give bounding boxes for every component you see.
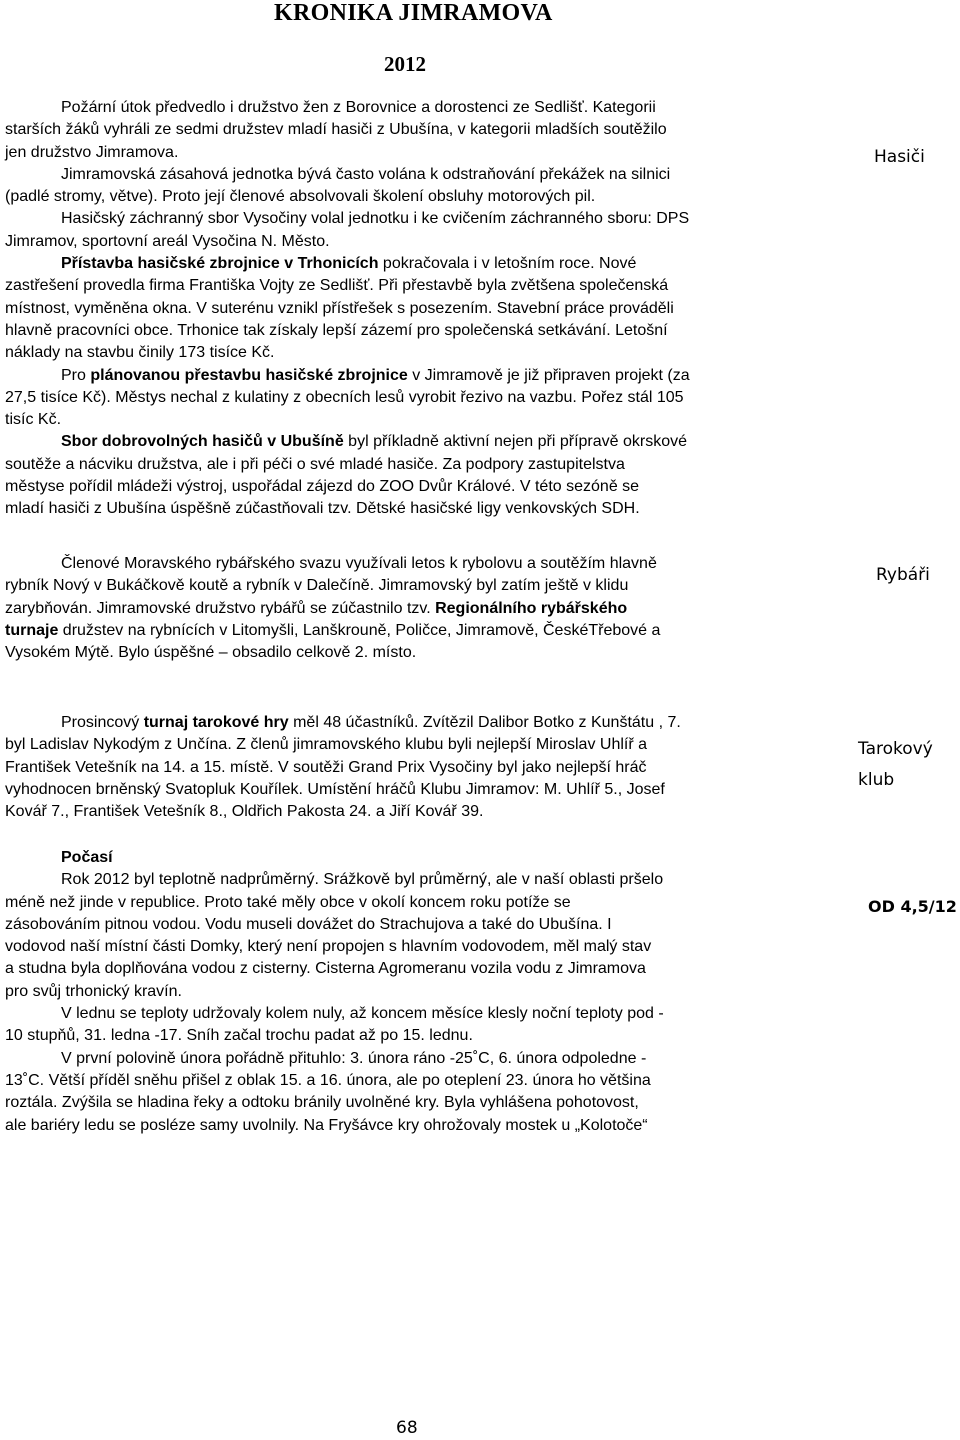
text-line: rybník Nový v Bukáčkově koutě a rybník v Dalečíně. Jimramovský byl zatím ještě v klidu bbox=[5, 577, 629, 595]
side-label-tarok bbox=[858, 734, 933, 796]
text-line: roztála. Zvýšila se hladina řeky a odtoku bránily uvolněné kry. Byla vyhlášena pohotovost, bbox=[5, 1094, 639, 1112]
year-heading: 2012 bbox=[384, 52, 426, 76]
text-line: ale bariéry ledu se posléze samy uvolnily. Na Fryšávce kry ohrožovaly mostek u „Kolotoče“ bbox=[5, 1116, 648, 1134]
text-fragment: měl 48 účastníků. Zvítězil Dalibor Botko z Kunštátu , 7. bbox=[288, 714, 681, 731]
text-fragment: pokračovala i v letošním roce. Nové bbox=[382, 255, 637, 273]
side-label-line: klub bbox=[858, 770, 895, 790]
text-line bbox=[5, 253, 845, 275]
text-fragment: družstev na rybnících v Litomyšli, Lanškrouně, Poličce, Jimramově, ČeskéTřebové a bbox=[62, 621, 661, 639]
text-line: František Vetešník na 14. a 15. místě. V soutěži Grand Prix Vysočiny byl jako nejlepší hráč bbox=[5, 758, 647, 776]
bold-phrase: Regionálního rybářského bbox=[435, 599, 628, 617]
text-line: vodovod naší místní části Domky, který není propojen s hlavním vodovodem, měl malý stav bbox=[5, 938, 652, 956]
text-line: Hasičský záchranný sbor Vysočiny volal jednotku i ke cvičením záchranného sboru: DPS bbox=[61, 210, 690, 228]
section-heading bbox=[5, 847, 845, 869]
text-fragment: byl příkladně aktivní nejen při přípravě okrskové bbox=[348, 433, 688, 451]
bold-phrase: plánovanou přestavbu hasičské zbrojnice bbox=[90, 366, 408, 384]
text-line: (padlé stromy, větve). Proto její členové absolvovali školení obsluhy motorových pil. bbox=[5, 188, 596, 206]
text-line: 13˚C. Větší příděl sněhu přišel z oblak 15. a 16. února, ale po oteplení 23. února ho většina bbox=[5, 1071, 651, 1089]
text-line: jen družstvo Jimramova. bbox=[5, 143, 179, 161]
page-number: 68 bbox=[396, 1418, 418, 1438]
text-line bbox=[5, 712, 845, 734]
section-tarok bbox=[5, 712, 845, 823]
text-line: Rok 2012 byl teplotně nadprůměrný. Srážkově byl průměrný, ale v naší oblasti pršelo bbox=[61, 871, 664, 889]
text-fragment: v Jimramově je již připraven projekt (za bbox=[412, 366, 690, 384]
text-line: městyse pořídil mládeži výstroj, uspořádal zájezd do ZOO Dvůr Králové. V této sezóně se bbox=[5, 478, 640, 496]
text-fragment: Prosincový bbox=[61, 714, 144, 731]
text-line: soutěže a nácviku družstva, ale i při péči o své mladé hasiče. Za podpory zastupitelstva bbox=[5, 455, 625, 473]
text-line bbox=[5, 620, 845, 642]
text-line: starších žáků vyhráli ze sedmi družstev mladí hasiči z Ubušína, v kategorii mladších soutěžilo bbox=[5, 121, 667, 139]
section-pocasi bbox=[5, 847, 845, 1137]
bold-phrase: Počasí bbox=[61, 849, 113, 866]
side-label-pocasi: OD 4,5/12 bbox=[868, 897, 957, 916]
bold-phrase: turnaje bbox=[5, 621, 59, 639]
page-title: KRONIKA JIMRAMOVA bbox=[274, 0, 553, 26]
text-fragment: zarybňován. Jimramovské družstvo rybářů se zúčastnilo tzv. bbox=[5, 599, 436, 617]
text-line: náklady na stavbu činily 173 tisíce Kč. bbox=[5, 344, 275, 362]
text-line: byl Ladislav Nykodým z Unčína. Z členů jimramovského klubu byli nejlepší Miroslav Uhlíř a bbox=[5, 736, 648, 754]
text-fragment: Pro bbox=[61, 366, 91, 384]
text-line: Jimramov, sportovní areál Vysočina N. Město. bbox=[5, 232, 330, 250]
text-line: tisíc Kč. bbox=[5, 411, 62, 429]
text-line: V první polovině února pořádně přituhlo: 3. února ráno -25˚C, 6. února odpoledne - bbox=[61, 1049, 647, 1067]
text-line bbox=[5, 365, 845, 387]
text-line: hlavně pracovníci obce. Trhonice tak získaly lepší zázemí pro společenská setkávání. Letošní bbox=[5, 321, 668, 339]
text-line: Členové Moravského rybářského svazu využívali letos k rybolovu a soutěžím hlavně bbox=[61, 555, 657, 572]
side-label-rybari: Rybáři bbox=[876, 565, 930, 585]
section-hasici bbox=[5, 97, 845, 521]
text-line: mladí hasiči z Ubušína úspěšně zúčastňovali tzv. Dětské hasičské ligy venkovských SDH. bbox=[5, 500, 640, 518]
text-line: Kovář 7., František Vetešník 8., Oldřich Pakosta 24. a Jiří Kovář 39. bbox=[5, 803, 484, 821]
text-line: zastřešení provedla firma Františka Vojty ze Sedlišť. Při přestavbě byla zvětšena společenská bbox=[5, 277, 669, 295]
bold-phrase: Sbor dobrovolných hasičů v Ubušíně bbox=[61, 433, 344, 451]
text-line: místnost, vyměněna okna. V suterénu vznikl přístřešek s posezením. Stavební práce prováděli bbox=[5, 299, 674, 317]
text-line: V lednu se teploty udržovaly kolem nuly, až koncem měsíce klesly noční teploty pod - bbox=[61, 1005, 664, 1023]
text-line: 10 stupňů, 31. ledna -17. Sníh začal trochu padat až po 15. lednu. bbox=[5, 1027, 473, 1045]
side-label-line: Tarokový bbox=[858, 739, 933, 759]
text-line bbox=[5, 431, 845, 453]
text-line: vyhodnocen brněnský Svatopluk Kouřílek. Umístění hráčů Klubu Jimramov: M. Uhlíř 5., Josef bbox=[5, 780, 665, 798]
text-line: Jimramovská zásahová jednotka bývá často volána k odstraňování překážek na silnici bbox=[61, 165, 671, 183]
bold-phrase: turnaj tarokové hry bbox=[143, 714, 289, 731]
text-line bbox=[5, 598, 845, 620]
side-label-hasici: Hasiči bbox=[874, 147, 925, 167]
text-line: zásobováním pitnou vodou. Vodu museli dovážet do Strachujova a také do Ubušína. I bbox=[5, 915, 612, 933]
text-line: Požární útok předvedlo i družstvo žen z Borovnice a dorostenci ze Sedlišť. Kategorii bbox=[61, 99, 656, 116]
text-line: Vysokém Mýtě. Bylo úspěšné – obsadilo celkově 2. místo. bbox=[5, 644, 417, 662]
bold-phrase: Přístavba hasičské zbrojnice v Trhonicích bbox=[61, 255, 379, 273]
text-line: méně než jinde v republice. Proto také měly obce v okolí koncem roku potíže se bbox=[5, 893, 571, 911]
text-line: a studna byla doplňována vodou z cisterny. Cisterna Agromeranu vozila vodu z Jimramova bbox=[5, 960, 646, 978]
section-rybari bbox=[5, 553, 845, 664]
text-line: 27,5 tisíce Kč). Městys nechal z kulatiny z obecních lesů vyrobit řezivo na vazbu. Pořez stál 105 bbox=[5, 388, 684, 406]
text-line: pro svůj trhonický kravín. bbox=[5, 982, 182, 1000]
